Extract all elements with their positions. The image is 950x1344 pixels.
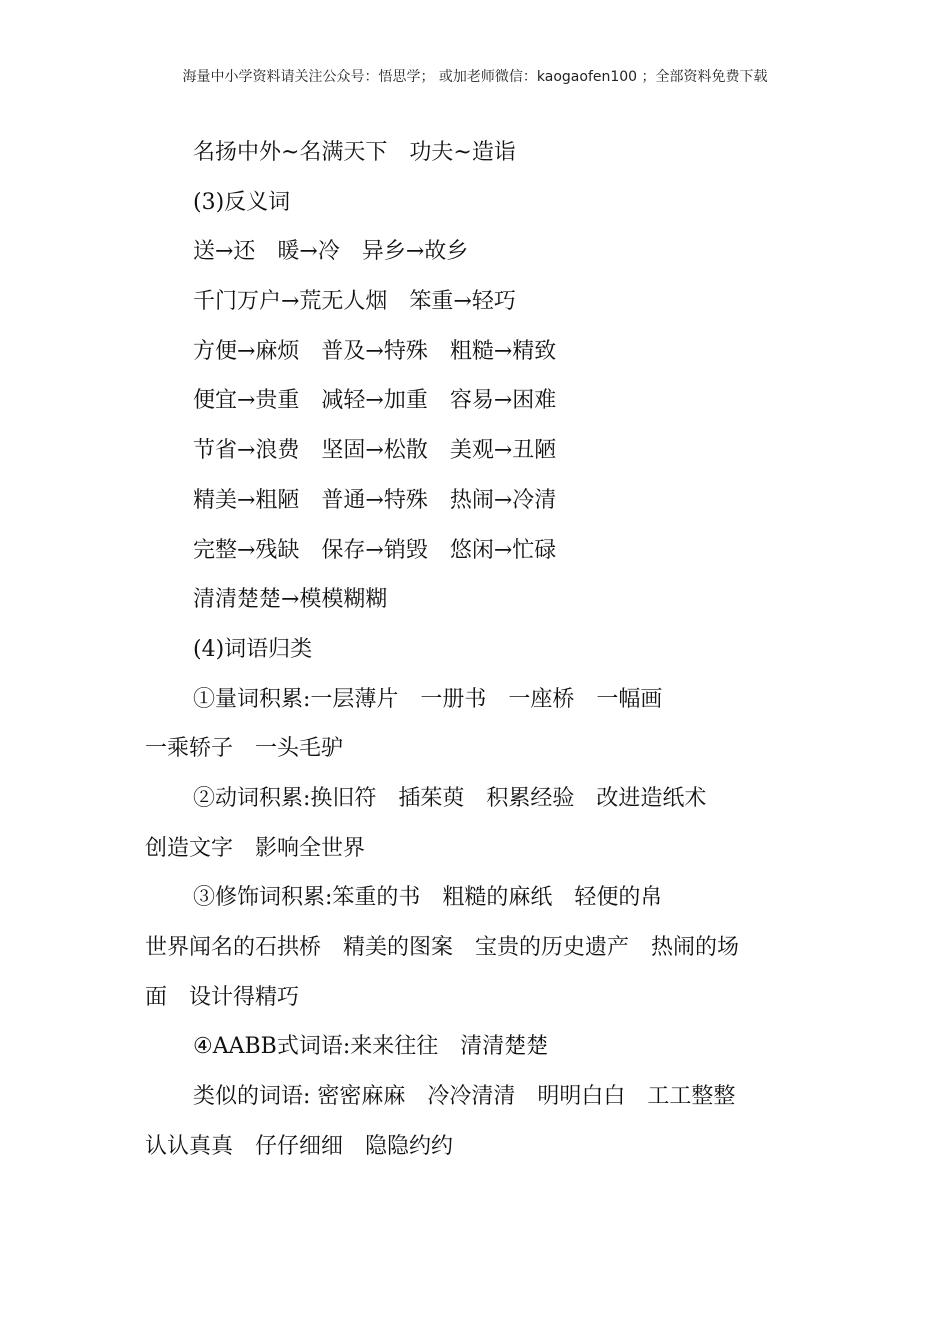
text-line: 精美→粗陋 普通→特殊 热闹→冷清 <box>193 487 557 513</box>
text-line: 便宜→贵重 减轻→加重 容易→困难 <box>193 388 557 414</box>
text-line: ③修饰词积累:笨重的书 粗糙的麻纸 轻便的帛 <box>193 885 663 911</box>
text-line: 一乘轿子 一头毛驴 <box>145 736 344 762</box>
text-line: 面 设计得精巧 <box>145 984 300 1010</box>
text-line: 清清楚楚→模模糊糊 <box>193 587 388 613</box>
text-line: 千门万户→荒无人烟 笨重→轻巧 <box>193 289 516 315</box>
section-heading: (3)反义词 <box>193 189 291 215</box>
text-line: 方便→麻烦 普及→特殊 粗糙→精致 <box>193 338 557 364</box>
text-line: 认认真真 仔仔细细 隐隐约约 <box>145 1133 454 1159</box>
text-line: 送→还 暖→冷 异乡→故乡 <box>193 239 469 265</box>
document-body <box>145 128 805 1171</box>
text-line: 类似的词语: 密密麻麻 冷冷清清 明明白白 工工整整 <box>193 1084 736 1110</box>
text-line: ①量词积累:一层薄片 一册书 一座桥 一幅画 <box>193 686 663 712</box>
text-line: 完整→残缺 保存→销毁 悠闲→忙碌 <box>193 537 557 563</box>
section-heading: (4)词语归类 <box>193 636 313 662</box>
page-header: 海量中小学资料请关注公众号：悟思学； 或加老师微信：kaogaofen100 ；全部资料免费下载 <box>182 69 768 85</box>
text-line: 世界闻名的石拱桥 精美的图案 宝贵的历史遗产 热闹的场 <box>145 935 740 960</box>
text-line: ④AABB式词语:来来往往 清清楚楚 <box>193 1034 549 1060</box>
text-line: 创造文字 影响全世界 <box>145 835 366 861</box>
text-line: ②动词积累:换旧符 插茱萸 积累经验 改进造纸术 <box>193 785 707 811</box>
text-line: 名扬中外~名满天下 功夫~造诣 <box>193 140 516 165</box>
text-line: 节省→浪费 坚固→松散 美观→丑陋 <box>193 438 557 464</box>
